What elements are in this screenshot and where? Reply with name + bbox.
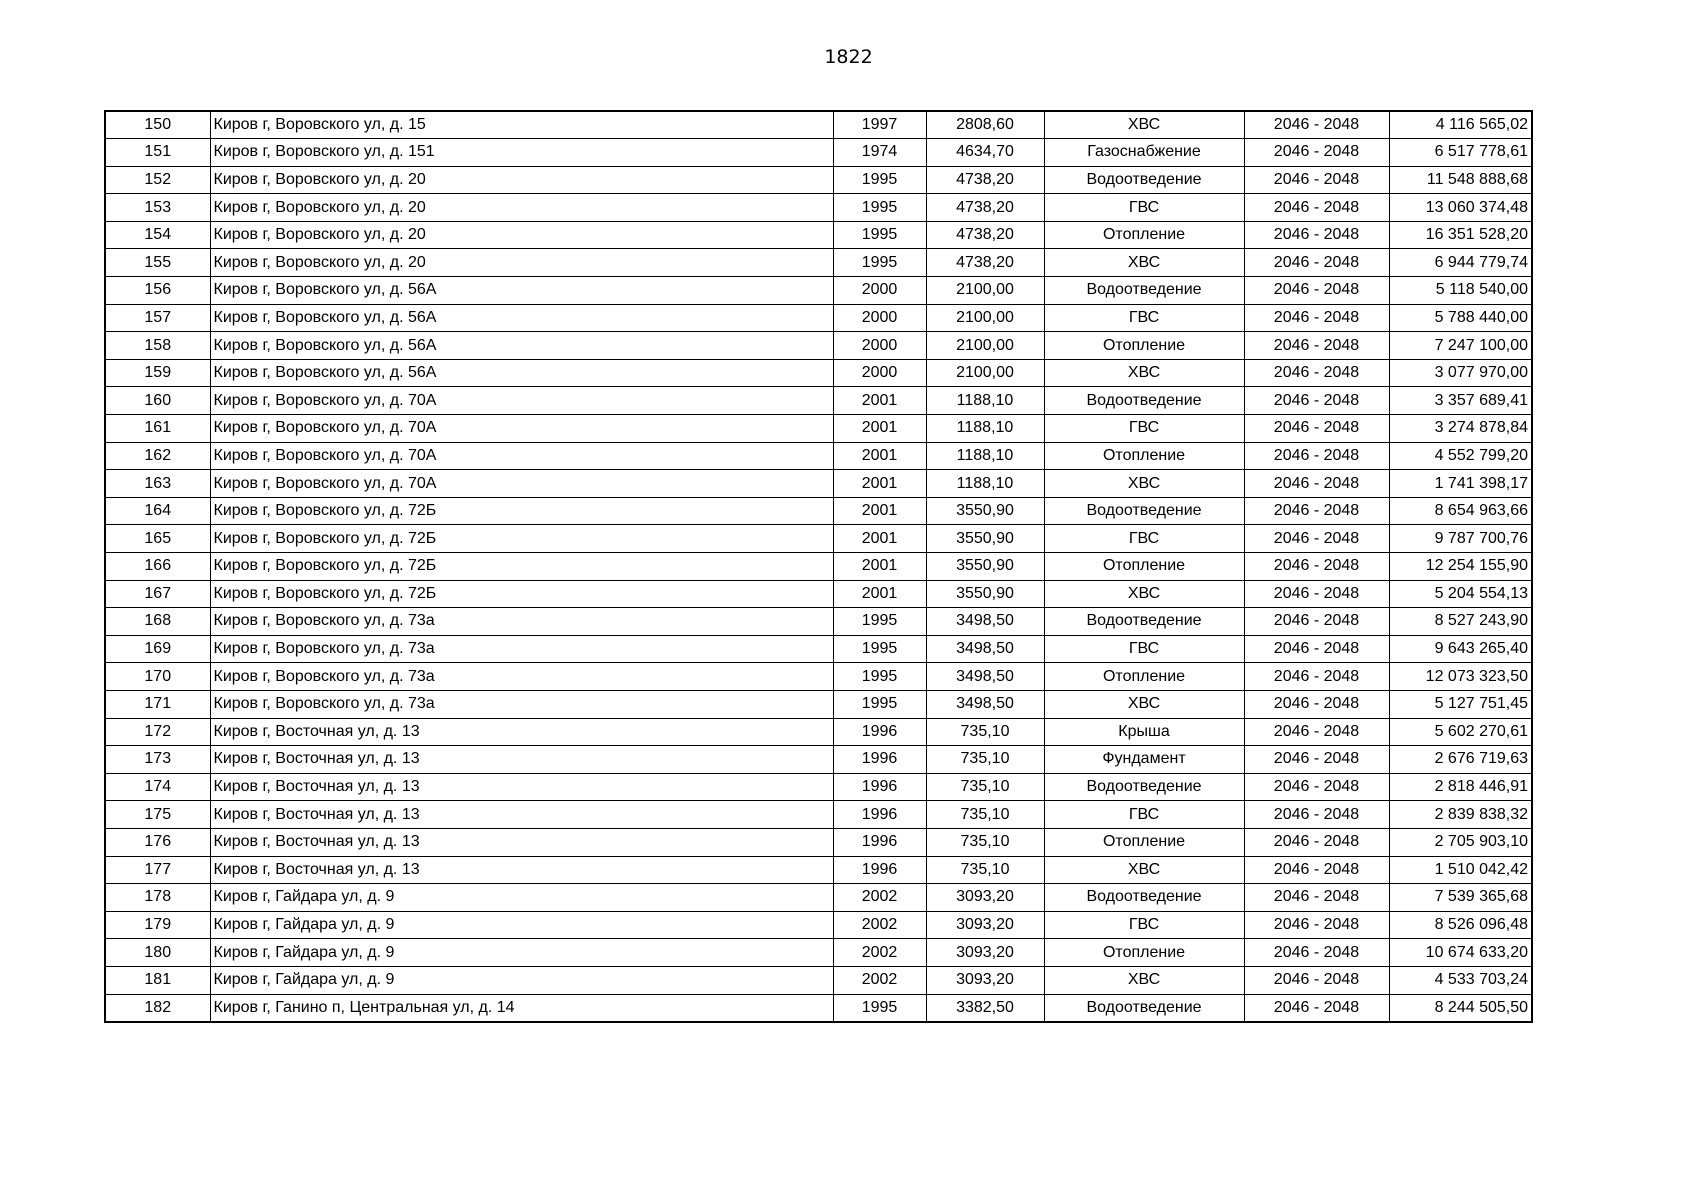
table-row [105,608,1532,636]
row-number-cell: 153 [105,194,210,222]
cost-cell: 11 548 888,68 [1389,166,1532,194]
area-cell: 735,10 [926,773,1044,801]
cost-cell: 5 204 554,13 [1389,580,1532,608]
period-cell: 2046 - 2048 [1244,580,1389,608]
period-cell: 2046 - 2048 [1244,139,1389,167]
table-row [105,111,1532,139]
address-cell: Киров г, Воровского ул, д. 72Б [210,525,833,553]
period-cell: 2046 - 2048 [1244,635,1389,663]
row-number-cell: 176 [105,828,210,856]
table-row [105,442,1532,470]
row-number-cell: 173 [105,746,210,774]
table-row [105,939,1532,967]
year-cell: 2001 [833,415,926,443]
row-number-cell: 157 [105,304,210,332]
work-type-cell: Водоотведение [1044,166,1244,194]
row-number-cell: 161 [105,415,210,443]
cost-cell: 3 357 689,41 [1389,387,1532,415]
year-cell: 1995 [833,249,926,277]
row-number-cell: 160 [105,387,210,415]
row-number-cell: 150 [105,111,210,139]
address-cell: Киров г, Восточная ул, д. 13 [210,718,833,746]
table-row [105,773,1532,801]
table-row [105,884,1532,912]
address-cell: Киров г, Воровского ул, д. 70А [210,415,833,443]
period-cell: 2046 - 2048 [1244,304,1389,332]
address-cell: Киров г, Воровского ул, д. 56А [210,332,833,360]
table-row [105,304,1532,332]
work-type-cell: ГВС [1044,304,1244,332]
address-cell: Киров г, Воровского ул, д. 20 [210,249,833,277]
cost-cell: 3 274 878,84 [1389,415,1532,443]
row-number-cell: 162 [105,442,210,470]
work-type-cell: ХВС [1044,580,1244,608]
year-cell: 2002 [833,884,926,912]
address-cell: Киров г, Воровского ул, д. 72Б [210,497,833,525]
table-row [105,387,1532,415]
year-cell: 1996 [833,718,926,746]
period-cell: 2046 - 2048 [1244,359,1389,387]
period-cell: 2046 - 2048 [1244,718,1389,746]
cost-cell: 6 944 779,74 [1389,249,1532,277]
table-row [105,332,1532,360]
period-cell: 2046 - 2048 [1244,442,1389,470]
cost-cell: 12 073 323,50 [1389,663,1532,691]
cost-cell: 10 674 633,20 [1389,939,1532,967]
table-row [105,249,1532,277]
row-number-cell: 175 [105,801,210,829]
table-row [105,635,1532,663]
work-type-cell: Отопление [1044,828,1244,856]
table-row [105,966,1532,994]
work-type-cell: Отопление [1044,553,1244,581]
cost-cell: 8 527 243,90 [1389,608,1532,636]
area-cell: 735,10 [926,828,1044,856]
address-cell: Киров г, Воровского ул, д. 72Б [210,580,833,608]
area-cell: 3093,20 [926,911,1044,939]
work-type-cell: Водоотведение [1044,608,1244,636]
address-cell: Киров г, Восточная ул, д. 13 [210,856,833,884]
cost-cell: 2 839 838,32 [1389,801,1532,829]
period-cell: 2046 - 2048 [1244,884,1389,912]
row-number-cell: 172 [105,718,210,746]
work-type-cell: ГВС [1044,911,1244,939]
work-type-cell: ХВС [1044,856,1244,884]
work-type-cell: Фундамент [1044,746,1244,774]
year-cell: 2001 [833,553,926,581]
period-cell: 2046 - 2048 [1244,856,1389,884]
period-cell: 2046 - 2048 [1244,332,1389,360]
year-cell: 1995 [833,221,926,249]
row-number-cell: 177 [105,856,210,884]
row-number-cell: 178 [105,884,210,912]
row-number-cell: 182 [105,994,210,1022]
cost-cell: 8 244 505,50 [1389,994,1532,1022]
cost-cell: 4 116 565,02 [1389,111,1532,139]
cost-cell: 12 254 155,90 [1389,553,1532,581]
area-cell: 1188,10 [926,415,1044,443]
cost-cell: 7 247 100,00 [1389,332,1532,360]
period-cell: 2046 - 2048 [1244,966,1389,994]
row-number-cell: 170 [105,663,210,691]
table-body [105,111,1532,1022]
address-cell: Киров г, Восточная ул, д. 13 [210,828,833,856]
table-row [105,166,1532,194]
year-cell: 2000 [833,304,926,332]
period-cell: 2046 - 2048 [1244,663,1389,691]
year-cell: 2000 [833,277,926,305]
table-row [105,553,1532,581]
area-cell: 735,10 [926,746,1044,774]
work-type-cell: ГВС [1044,635,1244,663]
address-cell: Киров г, Воровского ул, д. 56А [210,304,833,332]
year-cell: 1996 [833,773,926,801]
area-cell: 2100,00 [926,277,1044,305]
period-cell: 2046 - 2048 [1244,415,1389,443]
period-cell: 2046 - 2048 [1244,166,1389,194]
work-type-cell: ХВС [1044,359,1244,387]
row-number-cell: 163 [105,470,210,498]
table-row [105,994,1532,1022]
area-cell: 2100,00 [926,359,1044,387]
area-cell: 3550,90 [926,580,1044,608]
work-type-cell: ХВС [1044,966,1244,994]
year-cell: 2002 [833,966,926,994]
period-cell: 2046 - 2048 [1244,277,1389,305]
area-cell: 3550,90 [926,525,1044,553]
cost-cell: 8 526 096,48 [1389,911,1532,939]
address-cell: Киров г, Воровского ул, д. 15 [210,111,833,139]
row-number-cell: 174 [105,773,210,801]
table-row [105,690,1532,718]
address-cell: Киров г, Восточная ул, д. 13 [210,801,833,829]
area-cell: 735,10 [926,856,1044,884]
address-cell: Киров г, Гайдара ул, д. 9 [210,966,833,994]
area-cell: 3498,50 [926,690,1044,718]
row-number-cell: 155 [105,249,210,277]
row-number-cell: 180 [105,939,210,967]
table-row [105,497,1532,525]
work-type-cell: ХВС [1044,249,1244,277]
address-cell: Киров г, Гайдара ул, д. 9 [210,884,833,912]
page-number: 1822 [824,46,873,68]
area-cell: 735,10 [926,718,1044,746]
address-cell: Киров г, Восточная ул, д. 13 [210,746,833,774]
area-cell: 4738,20 [926,166,1044,194]
address-cell: Киров г, Гайдара ул, д. 9 [210,939,833,967]
address-cell: Киров г, Воровского ул, д. 70А [210,442,833,470]
year-cell: 2000 [833,332,926,360]
period-cell: 2046 - 2048 [1244,746,1389,774]
area-cell: 3550,90 [926,497,1044,525]
year-cell: 2001 [833,580,926,608]
address-cell: Киров г, Восточная ул, д. 13 [210,773,833,801]
table-row [105,277,1532,305]
year-cell: 1995 [833,608,926,636]
table-row [105,580,1532,608]
year-cell: 1995 [833,663,926,691]
year-cell: 1997 [833,111,926,139]
area-cell: 2100,00 [926,332,1044,360]
year-cell: 1995 [833,194,926,222]
area-cell: 3498,50 [926,663,1044,691]
table-row [105,746,1532,774]
row-number-cell: 167 [105,580,210,608]
address-cell: Киров г, Воровского ул, д. 73а [210,608,833,636]
area-cell: 1188,10 [926,442,1044,470]
period-cell: 2046 - 2048 [1244,194,1389,222]
address-cell: Киров г, Воровского ул, д. 72Б [210,553,833,581]
year-cell: 1996 [833,856,926,884]
table-row [105,718,1532,746]
data-table-container [104,110,1533,1023]
year-cell: 2001 [833,470,926,498]
row-number-cell: 179 [105,911,210,939]
work-type-cell: Крыша [1044,718,1244,746]
area-cell: 3093,20 [926,966,1044,994]
row-number-cell: 165 [105,525,210,553]
area-cell: 3498,50 [926,635,1044,663]
cost-cell: 1 510 042,42 [1389,856,1532,884]
area-cell: 4634,70 [926,139,1044,167]
table-row [105,828,1532,856]
cost-cell: 2 818 446,91 [1389,773,1532,801]
period-cell: 2046 - 2048 [1244,553,1389,581]
area-cell: 4738,20 [926,249,1044,277]
cost-cell: 7 539 365,68 [1389,884,1532,912]
address-cell: Киров г, Воровского ул, д. 20 [210,221,833,249]
cost-cell: 4 552 799,20 [1389,442,1532,470]
period-cell: 2046 - 2048 [1244,221,1389,249]
year-cell: 2002 [833,911,926,939]
address-cell: Киров г, Воровского ул, д. 56А [210,359,833,387]
table-row [105,911,1532,939]
cost-cell: 4 533 703,24 [1389,966,1532,994]
work-type-cell: ГВС [1044,525,1244,553]
row-number-cell: 164 [105,497,210,525]
row-number-cell: 181 [105,966,210,994]
area-cell: 3093,20 [926,939,1044,967]
cost-cell: 5 602 270,61 [1389,718,1532,746]
table-row [105,525,1532,553]
cost-cell: 2 676 719,63 [1389,746,1532,774]
area-cell: 735,10 [926,801,1044,829]
address-cell: Киров г, Воровского ул, д. 73а [210,663,833,691]
area-cell: 4738,20 [926,221,1044,249]
work-type-cell: ХВС [1044,111,1244,139]
period-cell: 2046 - 2048 [1244,690,1389,718]
address-cell: Киров г, Воровского ул, д. 73а [210,690,833,718]
cost-cell: 13 060 374,48 [1389,194,1532,222]
period-cell: 2046 - 2048 [1244,470,1389,498]
cost-cell: 3 077 970,00 [1389,359,1532,387]
year-cell: 1974 [833,139,926,167]
address-cell: Киров г, Воровского ул, д. 151 [210,139,833,167]
address-cell: Киров г, Воровского ул, д. 20 [210,166,833,194]
address-cell: Киров г, Воровского ул, д. 56А [210,277,833,305]
cost-cell: 5 118 540,00 [1389,277,1532,305]
year-cell: 1996 [833,746,926,774]
period-cell: 2046 - 2048 [1244,608,1389,636]
row-number-cell: 154 [105,221,210,249]
row-number-cell: 156 [105,277,210,305]
year-cell: 1996 [833,828,926,856]
work-type-cell: Отопление [1044,663,1244,691]
table-row [105,194,1532,222]
cost-cell: 2 705 903,10 [1389,828,1532,856]
table-row [105,359,1532,387]
year-cell: 1995 [833,994,926,1022]
year-cell: 2001 [833,442,926,470]
year-cell: 2001 [833,497,926,525]
work-type-cell: Отопление [1044,939,1244,967]
data-table [104,110,1533,1023]
period-cell: 2046 - 2048 [1244,387,1389,415]
work-type-cell: Газоснабжение [1044,139,1244,167]
period-cell: 2046 - 2048 [1244,828,1389,856]
address-cell: Киров г, Воровского ул, д. 70А [210,387,833,415]
year-cell: 2001 [833,387,926,415]
row-number-cell: 169 [105,635,210,663]
table-row [105,856,1532,884]
period-cell: 2046 - 2048 [1244,249,1389,277]
period-cell: 2046 - 2048 [1244,773,1389,801]
area-cell: 1188,10 [926,387,1044,415]
year-cell: 2001 [833,525,926,553]
period-cell: 2046 - 2048 [1244,939,1389,967]
work-type-cell: Отопление [1044,221,1244,249]
work-type-cell: Отопление [1044,442,1244,470]
period-cell: 2046 - 2048 [1244,911,1389,939]
work-type-cell: ГВС [1044,194,1244,222]
row-number-cell: 158 [105,332,210,360]
address-cell: Киров г, Ганино п, Центральная ул, д. 14 [210,994,833,1022]
work-type-cell: ГВС [1044,415,1244,443]
year-cell: 1995 [833,690,926,718]
period-cell: 2046 - 2048 [1244,525,1389,553]
row-number-cell: 152 [105,166,210,194]
cost-cell: 16 351 528,20 [1389,221,1532,249]
year-cell: 1995 [833,635,926,663]
cost-cell: 8 654 963,66 [1389,497,1532,525]
year-cell: 1996 [833,801,926,829]
cost-cell: 1 741 398,17 [1389,470,1532,498]
table-row [105,415,1532,443]
row-number-cell: 151 [105,139,210,167]
area-cell: 3550,90 [926,553,1044,581]
address-cell: Киров г, Воровского ул, д. 70А [210,470,833,498]
cost-cell: 5 788 440,00 [1389,304,1532,332]
table-row [105,801,1532,829]
work-type-cell: Водоотведение [1044,884,1244,912]
work-type-cell: ХВС [1044,690,1244,718]
cost-cell: 5 127 751,45 [1389,690,1532,718]
period-cell: 2046 - 2048 [1244,111,1389,139]
work-type-cell: Водоотведение [1044,277,1244,305]
area-cell: 4738,20 [926,194,1044,222]
year-cell: 2002 [833,939,926,967]
work-type-cell: Водоотведение [1044,994,1244,1022]
row-number-cell: 166 [105,553,210,581]
area-cell: 1188,10 [926,470,1044,498]
work-type-cell: Водоотведение [1044,497,1244,525]
work-type-cell: Водоотведение [1044,387,1244,415]
area-cell: 3498,50 [926,608,1044,636]
year-cell: 1995 [833,166,926,194]
work-type-cell: Отопление [1044,332,1244,360]
area-cell: 2808,60 [926,111,1044,139]
table-row [105,470,1532,498]
table-row [105,663,1532,691]
address-cell: Киров г, Гайдара ул, д. 9 [210,911,833,939]
cost-cell: 6 517 778,61 [1389,139,1532,167]
period-cell: 2046 - 2048 [1244,497,1389,525]
address-cell: Киров г, Воровского ул, д. 73а [210,635,833,663]
work-type-cell: ГВС [1044,801,1244,829]
period-cell: 2046 - 2048 [1244,994,1389,1022]
period-cell: 2046 - 2048 [1244,801,1389,829]
address-cell: Киров г, Воровского ул, д. 20 [210,194,833,222]
area-cell: 2100,00 [926,304,1044,332]
table-row [105,221,1532,249]
row-number-cell: 159 [105,359,210,387]
cost-cell: 9 787 700,76 [1389,525,1532,553]
area-cell: 3093,20 [926,884,1044,912]
work-type-cell: Водоотведение [1044,773,1244,801]
table-row [105,139,1532,167]
row-number-cell: 168 [105,608,210,636]
cost-cell: 9 643 265,40 [1389,635,1532,663]
area-cell: 3382,50 [926,994,1044,1022]
year-cell: 2000 [833,359,926,387]
work-type-cell: ХВС [1044,470,1244,498]
row-number-cell: 171 [105,690,210,718]
